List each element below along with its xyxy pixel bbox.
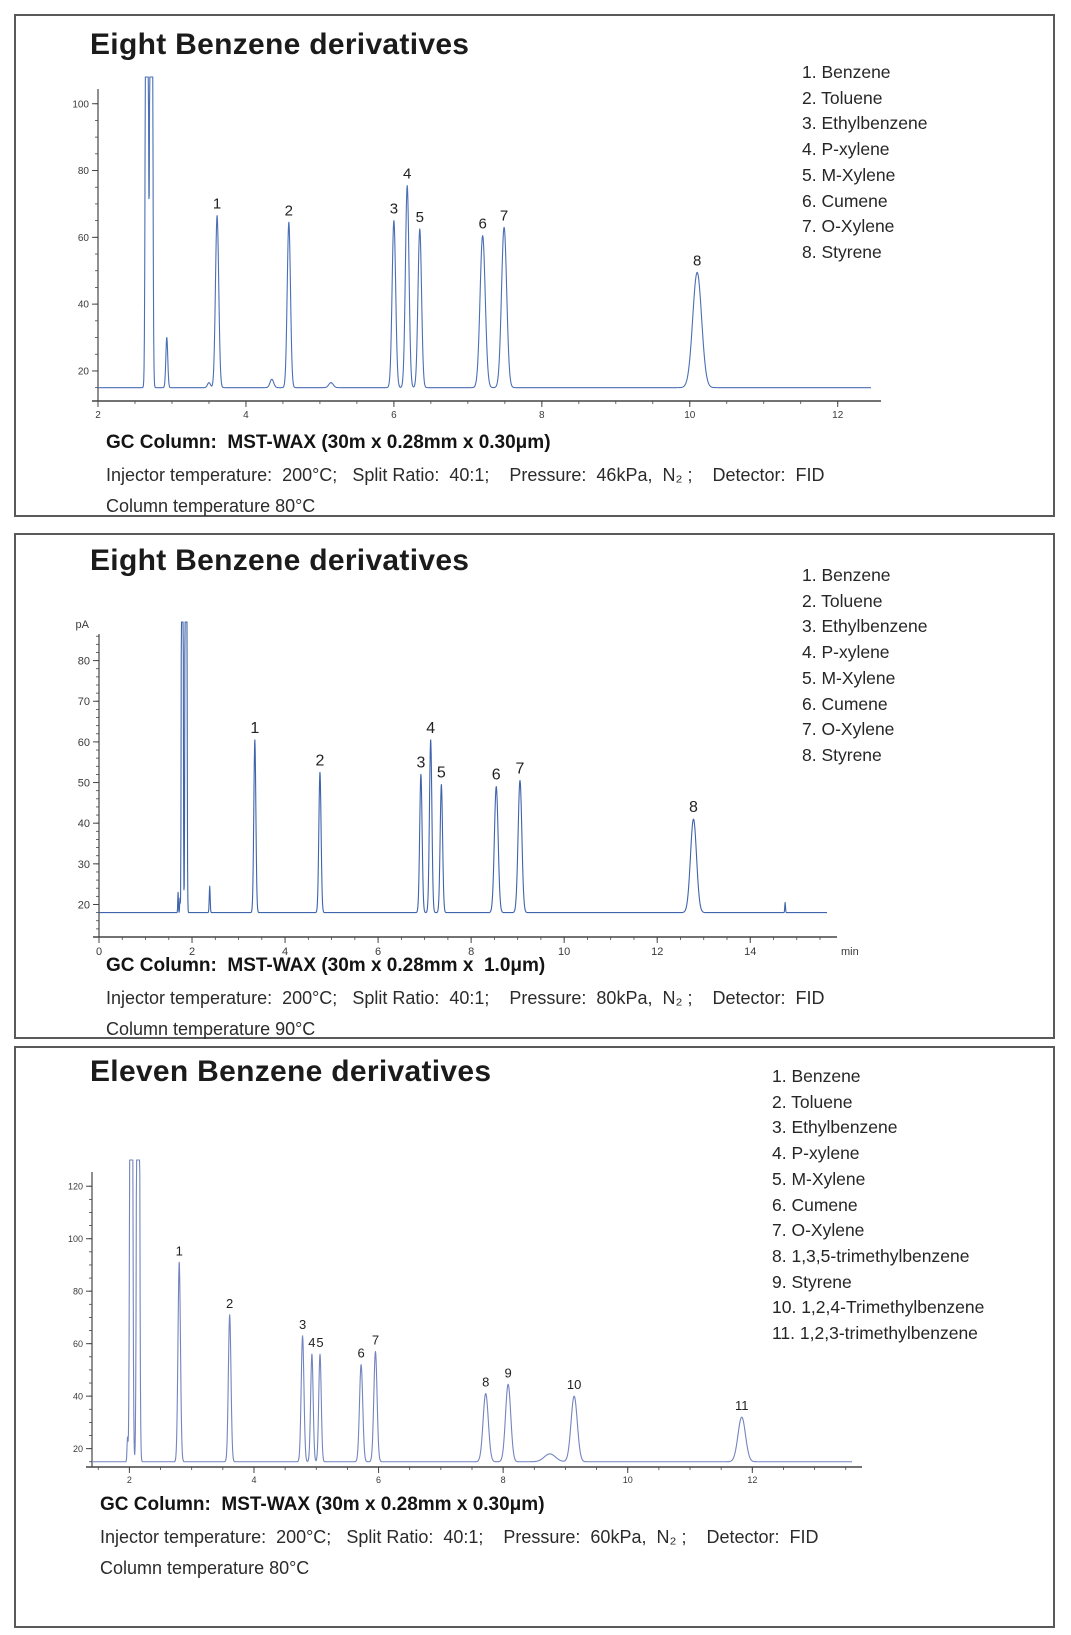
conditions-line: Injector temperature: 200°C; Split Ratio: 40:1; Pressure: 80kPa, N₂ ; Detector: FID	[106, 988, 825, 1008]
panel-eleven-benzene	[14, 1046, 1055, 1628]
svg-text:6: 6	[375, 946, 382, 958]
legend-item: 5. M-Xylene	[772, 1168, 866, 1189]
legend-item: 6. Cumene	[802, 693, 888, 714]
peak-label-10: 10	[566, 1377, 582, 1393]
legend-item: 10. 1,2,4-Trimethylbenzene	[772, 1297, 985, 1318]
column-temp-line: Column temperature 90°C	[106, 1019, 316, 1039]
legend-item: 3. Ethylbenzene	[802, 616, 928, 637]
legend-item: 4. P-xylene	[772, 1143, 860, 1164]
legend-item: 3. Ethylbenzene	[802, 113, 928, 134]
peak-label-1: 1	[212, 195, 222, 213]
svg-text:4: 4	[282, 946, 289, 958]
peak-label-2: 2	[315, 752, 325, 770]
svg-text:2: 2	[188, 946, 196, 958]
legend-item: 5. M-Xylene	[802, 164, 896, 185]
legend-item: 11. 1,2,3-trimethylbenzene	[772, 1323, 978, 1344]
legend-item: 9. Styrene	[772, 1271, 852, 1292]
legend-item: 7. O-Xylene	[802, 216, 895, 237]
peak-label-3: 3	[389, 200, 399, 218]
svg-text:4: 4	[251, 1475, 257, 1485]
peak-label-8: 8	[692, 252, 702, 270]
peak-label-2: 2	[284, 202, 294, 220]
legend-item: 1. Benzene	[772, 1066, 861, 1086]
legend-item: 2. Toluene	[802, 590, 883, 611]
peak-label-3: 3	[298, 1316, 307, 1332]
svg-text:8: 8	[500, 1475, 506, 1485]
panel-eight-benzene-thick-film	[14, 533, 1055, 1039]
svg-text:100: 100	[72, 99, 89, 111]
svg-text:60: 60	[77, 736, 90, 749]
gc-column-line: GC Column: MST-WAX (30m x 0.28mm x 1.0μm)	[106, 955, 546, 976]
caption	[100, 1494, 818, 1589]
svg-text:100: 100	[67, 1233, 83, 1244]
peak-label-1: 1	[250, 719, 260, 737]
svg-text:2: 2	[95, 410, 101, 421]
svg-text:pA: pA	[75, 619, 89, 631]
panel-title: Eleven Benzene derivatives	[90, 1055, 492, 1088]
svg-text:60: 60	[77, 232, 89, 244]
peak-label-6: 6	[491, 766, 501, 784]
svg-text:12: 12	[747, 1475, 758, 1485]
peak-label-8: 8	[689, 799, 698, 817]
svg-text:60: 60	[72, 1338, 83, 1349]
column-temp-line: Column temperature 80°C	[106, 496, 316, 516]
svg-text:80: 80	[72, 1286, 83, 1297]
legend-item: 1. Benzene	[802, 565, 891, 585]
chromatogram-chart	[30, 57, 900, 437]
peak-label-7: 7	[371, 1332, 380, 1348]
peak-label-8: 8	[482, 1374, 490, 1390]
peak-label-2: 2	[226, 1295, 234, 1311]
gc-column-line: GC Column: MST-WAX (30m x 0.28mm x 0.30μm)	[106, 432, 551, 453]
svg-text:6: 6	[391, 410, 397, 421]
chromatogram-chart	[30, 607, 860, 975]
legend-item: 6. Cumene	[802, 190, 888, 211]
svg-text:10: 10	[622, 1475, 633, 1485]
svg-text:80: 80	[77, 166, 89, 178]
svg-text:8: 8	[468, 946, 475, 958]
legend-item: 2. Toluene	[772, 1091, 853, 1112]
svg-text:20: 20	[77, 899, 90, 912]
svg-text:20: 20	[72, 1443, 83, 1454]
legend-item: 4. P-xylene	[802, 642, 890, 663]
legend-item: 3. Ethylbenzene	[772, 1117, 898, 1138]
peak-label-11: 11	[734, 1398, 749, 1414]
svg-text:4: 4	[243, 410, 249, 421]
gc-column-line: GC Column: MST-WAX (30m x 0.28mm x 0.30μm)	[100, 1494, 545, 1515]
legend-item: 7. O-Xylene	[772, 1220, 865, 1241]
svg-text:40: 40	[72, 1391, 83, 1402]
svg-text:30: 30	[77, 858, 90, 871]
svg-text:10: 10	[558, 946, 571, 958]
svg-text:12: 12	[651, 946, 664, 958]
peak-label-7: 7	[515, 760, 525, 778]
peak-label-4: 4	[308, 1335, 316, 1351]
legend-item: 8. Styrene	[802, 744, 882, 765]
conditions-line: Injector temperature: 200°C; Split Ratio: 40:1; Pressure: 60kPa, N₂ ; Detector: FID	[100, 1527, 819, 1547]
svg-text:20: 20	[77, 366, 89, 378]
legend-item: 8. Styrene	[802, 241, 882, 262]
peak-label-5: 5	[415, 208, 424, 226]
svg-text:80: 80	[77, 655, 90, 668]
svg-text:2: 2	[126, 1475, 132, 1485]
svg-text:40: 40	[77, 299, 89, 311]
peak-label-5: 5	[436, 764, 446, 782]
svg-text:0: 0	[95, 946, 103, 958]
panel-title: Eight Benzene derivatives	[90, 544, 470, 577]
svg-text:10: 10	[684, 410, 696, 421]
legend-item: 2. Toluene	[802, 87, 883, 108]
peak-label-6: 6	[478, 215, 487, 233]
panel-title: Eight Benzene derivatives	[90, 28, 470, 61]
caption	[106, 955, 824, 1050]
peak-label-9: 9	[504, 1365, 512, 1381]
svg-text:12: 12	[832, 410, 844, 421]
svg-text:6: 6	[376, 1475, 382, 1485]
svg-text:40: 40	[77, 818, 90, 831]
legend-item: 6. Cumene	[772, 1194, 858, 1215]
legend-item: 7. O-Xylene	[802, 719, 895, 740]
svg-text:70: 70	[77, 696, 90, 709]
svg-text:14: 14	[744, 946, 757, 958]
chromatogram-chart	[24, 1148, 874, 1500]
peak-label-3: 3	[416, 754, 426, 772]
svg-text:50: 50	[77, 777, 90, 790]
column-temp-line: Column temperature 80°C	[100, 1558, 310, 1578]
svg-text:120: 120	[67, 1181, 83, 1192]
panel-eight-benzene-thin-film	[14, 14, 1055, 517]
peak-label-6: 6	[357, 1345, 365, 1361]
legend-item: 1. Benzene	[802, 62, 891, 82]
peak-label-1: 1	[175, 1243, 183, 1259]
peak-label-5: 5	[316, 1335, 324, 1351]
legend-item: 4. P-xylene	[802, 139, 890, 160]
caption	[106, 432, 824, 527]
svg-text:8: 8	[539, 410, 545, 421]
peak-label-4: 4	[426, 719, 436, 737]
svg-text:min: min	[841, 946, 859, 958]
legend-item: 5. M-Xylene	[802, 667, 896, 688]
legend-item: 8. 1,3,5-trimethylbenzene	[772, 1245, 970, 1266]
peak-label-4: 4	[403, 165, 412, 183]
peak-label-7: 7	[499, 207, 509, 225]
conditions-line: Injector temperature: 200°C; Split Ratio: 40:1; Pressure: 46kPa, N₂ ; Detector: FID	[106, 465, 825, 485]
